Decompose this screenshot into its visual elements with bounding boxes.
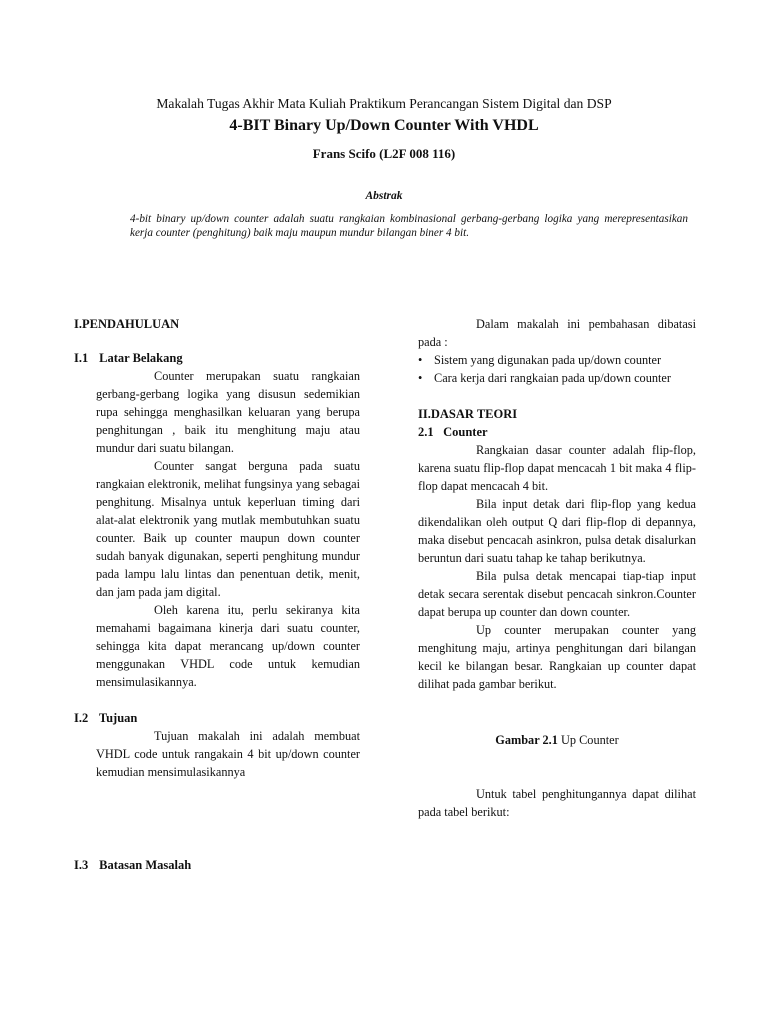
tujuan-body (74, 727, 360, 781)
abstract-heading: Abstrak (365, 190, 403, 202)
subsection-title: Batasan Masalah (99, 858, 192, 872)
paragraph: Dalam makalah ini pembahasan dibatasi pada : (418, 317, 696, 349)
paragraph: Rangkaian dasar counter adalah flip-flop, karena suatu flip-flop dapat mencacah 1 bit maka 4 flip-flop dapat mencacah 4 bit. (418, 443, 696, 493)
latar-belakang-body (74, 367, 360, 691)
bullet-icon: • (418, 371, 423, 385)
subsection-number: I.1 (74, 351, 89, 365)
paragraph: Counter merupakan suatu rangkaian gerbang-gerbang logika yang disusun sedemikian rupa sehingga menghasilkan keluaran yang berupa penghitungan , baik itu menghitung maju atau mundur dari suatu bilangan. (96, 369, 360, 455)
list-item-text: Sistem yang digunakan pada up/down counter (434, 353, 662, 367)
list-item (418, 351, 696, 369)
right-column (418, 315, 696, 821)
subsection-number: I.2 (74, 711, 89, 725)
section-pendahuluan-heading: I.PENDAHULUAN (74, 317, 180, 331)
bullet-icon: • (418, 353, 423, 367)
paragraph: Oleh karena itu, perlu sekiranya kita memahami bagaimana kinerja dari suatu counter, sehingga kita dapat merancang up/down counter menggunakan VHDL code untuk kemudian mensimulasikannya. (96, 603, 360, 689)
paragraph: Untuk tabel penghitungannya dapat dilihat pada tabel berikut: (418, 787, 696, 819)
bullet-list (418, 351, 696, 387)
figure-caption (418, 731, 696, 749)
paper-subtitle: Makalah Tugas Akhir Mata Kuliah Praktikum Perancangan Sistem Digital dan DSP (156, 96, 612, 111)
paragraph: Tujuan makalah ini adalah membuat VHDL code untuk rangakain 4 bit up/down counter kemudian mensimulasikannya (96, 729, 360, 779)
paragraph: Bila pulsa detak mencapai tiap-tiap input detak secara serentak disebut pencacah sinkron.Counter dapat berupa up counter dan down counter. (418, 569, 696, 619)
figure-label: Gambar 2.1 (495, 733, 558, 747)
paragraph: Bila input detak dari flip-flop yang kedua dikendalikan oleh output Q dari flip-flop di depannya, maka disebut pencacah asinkron, pulsa detak disalurkan beruntun dari suatu tahap ke tahap berikutnya. (418, 497, 696, 565)
subsection-number: 2.1 (418, 425, 434, 439)
list-item-text: Cara kerja dari rangkaian pada up/down counter (434, 371, 671, 385)
left-column (74, 315, 360, 874)
subsection-title: Latar Belakang (99, 351, 183, 365)
paragraph: Up counter merupakan counter yang menghitung maju, artinya penghitungan dari bilangan kecil ke bilangan besar. Rangkaian up counter dapat dilihat pada gambar berikut. (418, 623, 696, 691)
subsection-latar-belakang-heading (74, 349, 360, 367)
subsection-number: I.3 (74, 858, 89, 872)
subsection-counter-heading (418, 423, 696, 441)
subsection-batasan-masalah-heading (74, 856, 360, 874)
paragraph: Counter sangat berguna pada suatu rangkaian elektronik, melihat fungsinya yang sebagai penghitung. Misalnya untuk keperluan timing dari alat-alat elektronik yang mutlak membutuhkan suatu counter. Baik up counter maupun down counter sudah banyak digunakan, seperti penghitung mundur pada lampu lalu lintas dan penentuan detik, menit, dan jam pada jam digital. (96, 459, 360, 599)
list-item (418, 369, 696, 387)
section-dasar-teori-heading: II.DASAR TEORI (418, 407, 518, 421)
counter-body (418, 441, 696, 693)
subsection-title: Counter (443, 425, 488, 439)
paper-author: Frans Scifo (L2F 008 116) (312, 146, 456, 161)
paper-title: 4-BIT Binary Up/Down Counter With VHDL (229, 117, 539, 134)
abstract-text: 4-bit binary up/down counter adalah suatu rangkaian kombinasional gerbang-gerbang logika yang merepresentasikan kerja counter (penghitung) baik maju maupun mundur bilangan biner 4 bit. (130, 213, 688, 239)
subsection-title: Tujuan (98, 711, 138, 725)
subsection-tujuan-heading (74, 709, 360, 727)
figure-caption-text: Up Counter (560, 733, 619, 747)
